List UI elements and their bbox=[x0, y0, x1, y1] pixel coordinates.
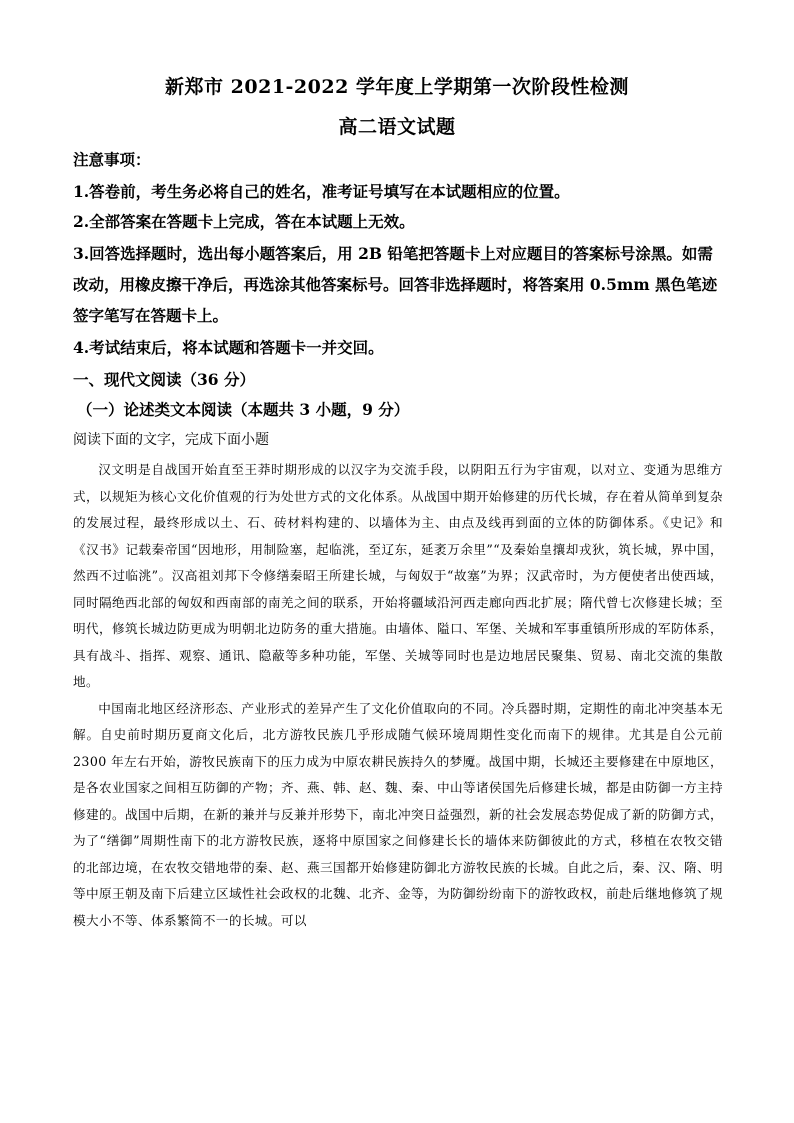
passage bbox=[73, 457, 723, 934]
exam-title: 新郑市 2021-2022 学年度上学期第一次阶段性检测 bbox=[165, 76, 629, 98]
exam-subtitle: 高二语文试题 bbox=[338, 116, 456, 138]
notice-heading: 注意事项： bbox=[73, 150, 151, 169]
passage-paragraph-1: 汉文明是自战国开始直至王莽时期形成的以汉字为交流手段，以阴阳五行为宇宙观，以对立、变通为思维方式，以规矩为核心文化价值观的行为处世方式的文化体系。从战国中期开始修建的历代长城，存在着从简单到复杂的发展过程，最终形成以土、石、砖材料构建的、以墙体为主、由点及线再到面的立体的防御体系。《史记》和《汉书》记载秦帝国“因地形，用制险塞，起临洮，至辽东，延袤万余里”“及秦始皇攘却戎狄，筑长城，界中国，然西不过临洮”。汉高祖刘邦下令修缮秦昭王所建长城，与匈奴于“故塞”为界；汉武帝时，为方便使者出使西域，同时隔绝西北部的匈奴和西南部的南羌之间的联系，开始将疆域沿河西走廊向西北扩展；隋代曾七次修建长城；至明代，修筑长城边防更成为明朝北边防务的重大措施。由墙体、隘口、军堡、关城和军事重镇所形成的军防体系，具有战斗、指挥、观察、通讯、隐蔽等多种功能，军堡、关城等同时也是边地居民聚集、贸易、南北交流的集散地。 bbox=[73, 462, 723, 689]
notice-item-1: 1.答卷前，考生务必将自己的姓名，准考证号填写在本试题相应的位置。 bbox=[73, 182, 570, 201]
notice-item-2: 2.全部答案在答题卡上完成，答在本试题上无效。 bbox=[73, 212, 415, 231]
section-heading: 一、现代文阅读（36 分） bbox=[73, 370, 255, 389]
reading-instruction: 阅读下面的文字，完成下面小题 bbox=[73, 432, 269, 448]
subsection-heading: （一）论述类文本阅读（本题共 3 小题，9 分） bbox=[77, 400, 410, 419]
notice-item-4: 4.考试结束后，将本试题和答题卡一并交回。 bbox=[73, 338, 384, 357]
notice-item-3-line-3: 签字笔写在答题卡上。 bbox=[73, 306, 229, 325]
passage-paragraph-2: 中国南北地区经济形态、产业形式的差异产生了文化价值取向的不同。冷兵器时期，定期性的南北冲突基本无解。自史前时期历夏商文化后，北方游牧民族几乎形成随气候环境周期性变化而南下的规律。尤其是自公元前 2300 年左右开始，游牧民族南下的压力成为中原农耕民族持久的梦魇。战国中期，长城还主要修建在中原地区，是各农业国家之间相互防御的产物；齐、燕、韩、赵、魏、秦、中山等诸侯国先后修建长城，都是由防御一方主持修建的。战国中后期，在新的兼并与反兼并形势下，南北冲突日益强烈，新的社会发展态势促成了新的防御方式，为了“缮御”周期性南下的北方游牧民族，逐将中原国家之间修建长长的墙体来防御彼此的方式，移植在农牧交错的北部边境，在农牧交错地带的秦、赵、燕三国都开始修建防御北方游牧民族的长城。自此之后，秦、汉、隋、明等中原王朝及南下后建立区域性社会政权的北魏、北齐、金等，为防御纷纷南下的游牧政权，前赴后继地修筑了规模大小不等、体系繁简不一的长城。可以 bbox=[73, 700, 723, 928]
notice-item-3-line-2: 改动，用橡皮擦干净后，再选涂其他答案标号。回答非选择题时，将答案用 0.5mm 黑色笔迹 bbox=[73, 275, 718, 294]
notice-item-3-line-1: 3.回答选择题时，选出每小题答案后，用 2B 铅笔把答题卡上对应题目的答案标号涂黑。如需 bbox=[73, 244, 713, 263]
